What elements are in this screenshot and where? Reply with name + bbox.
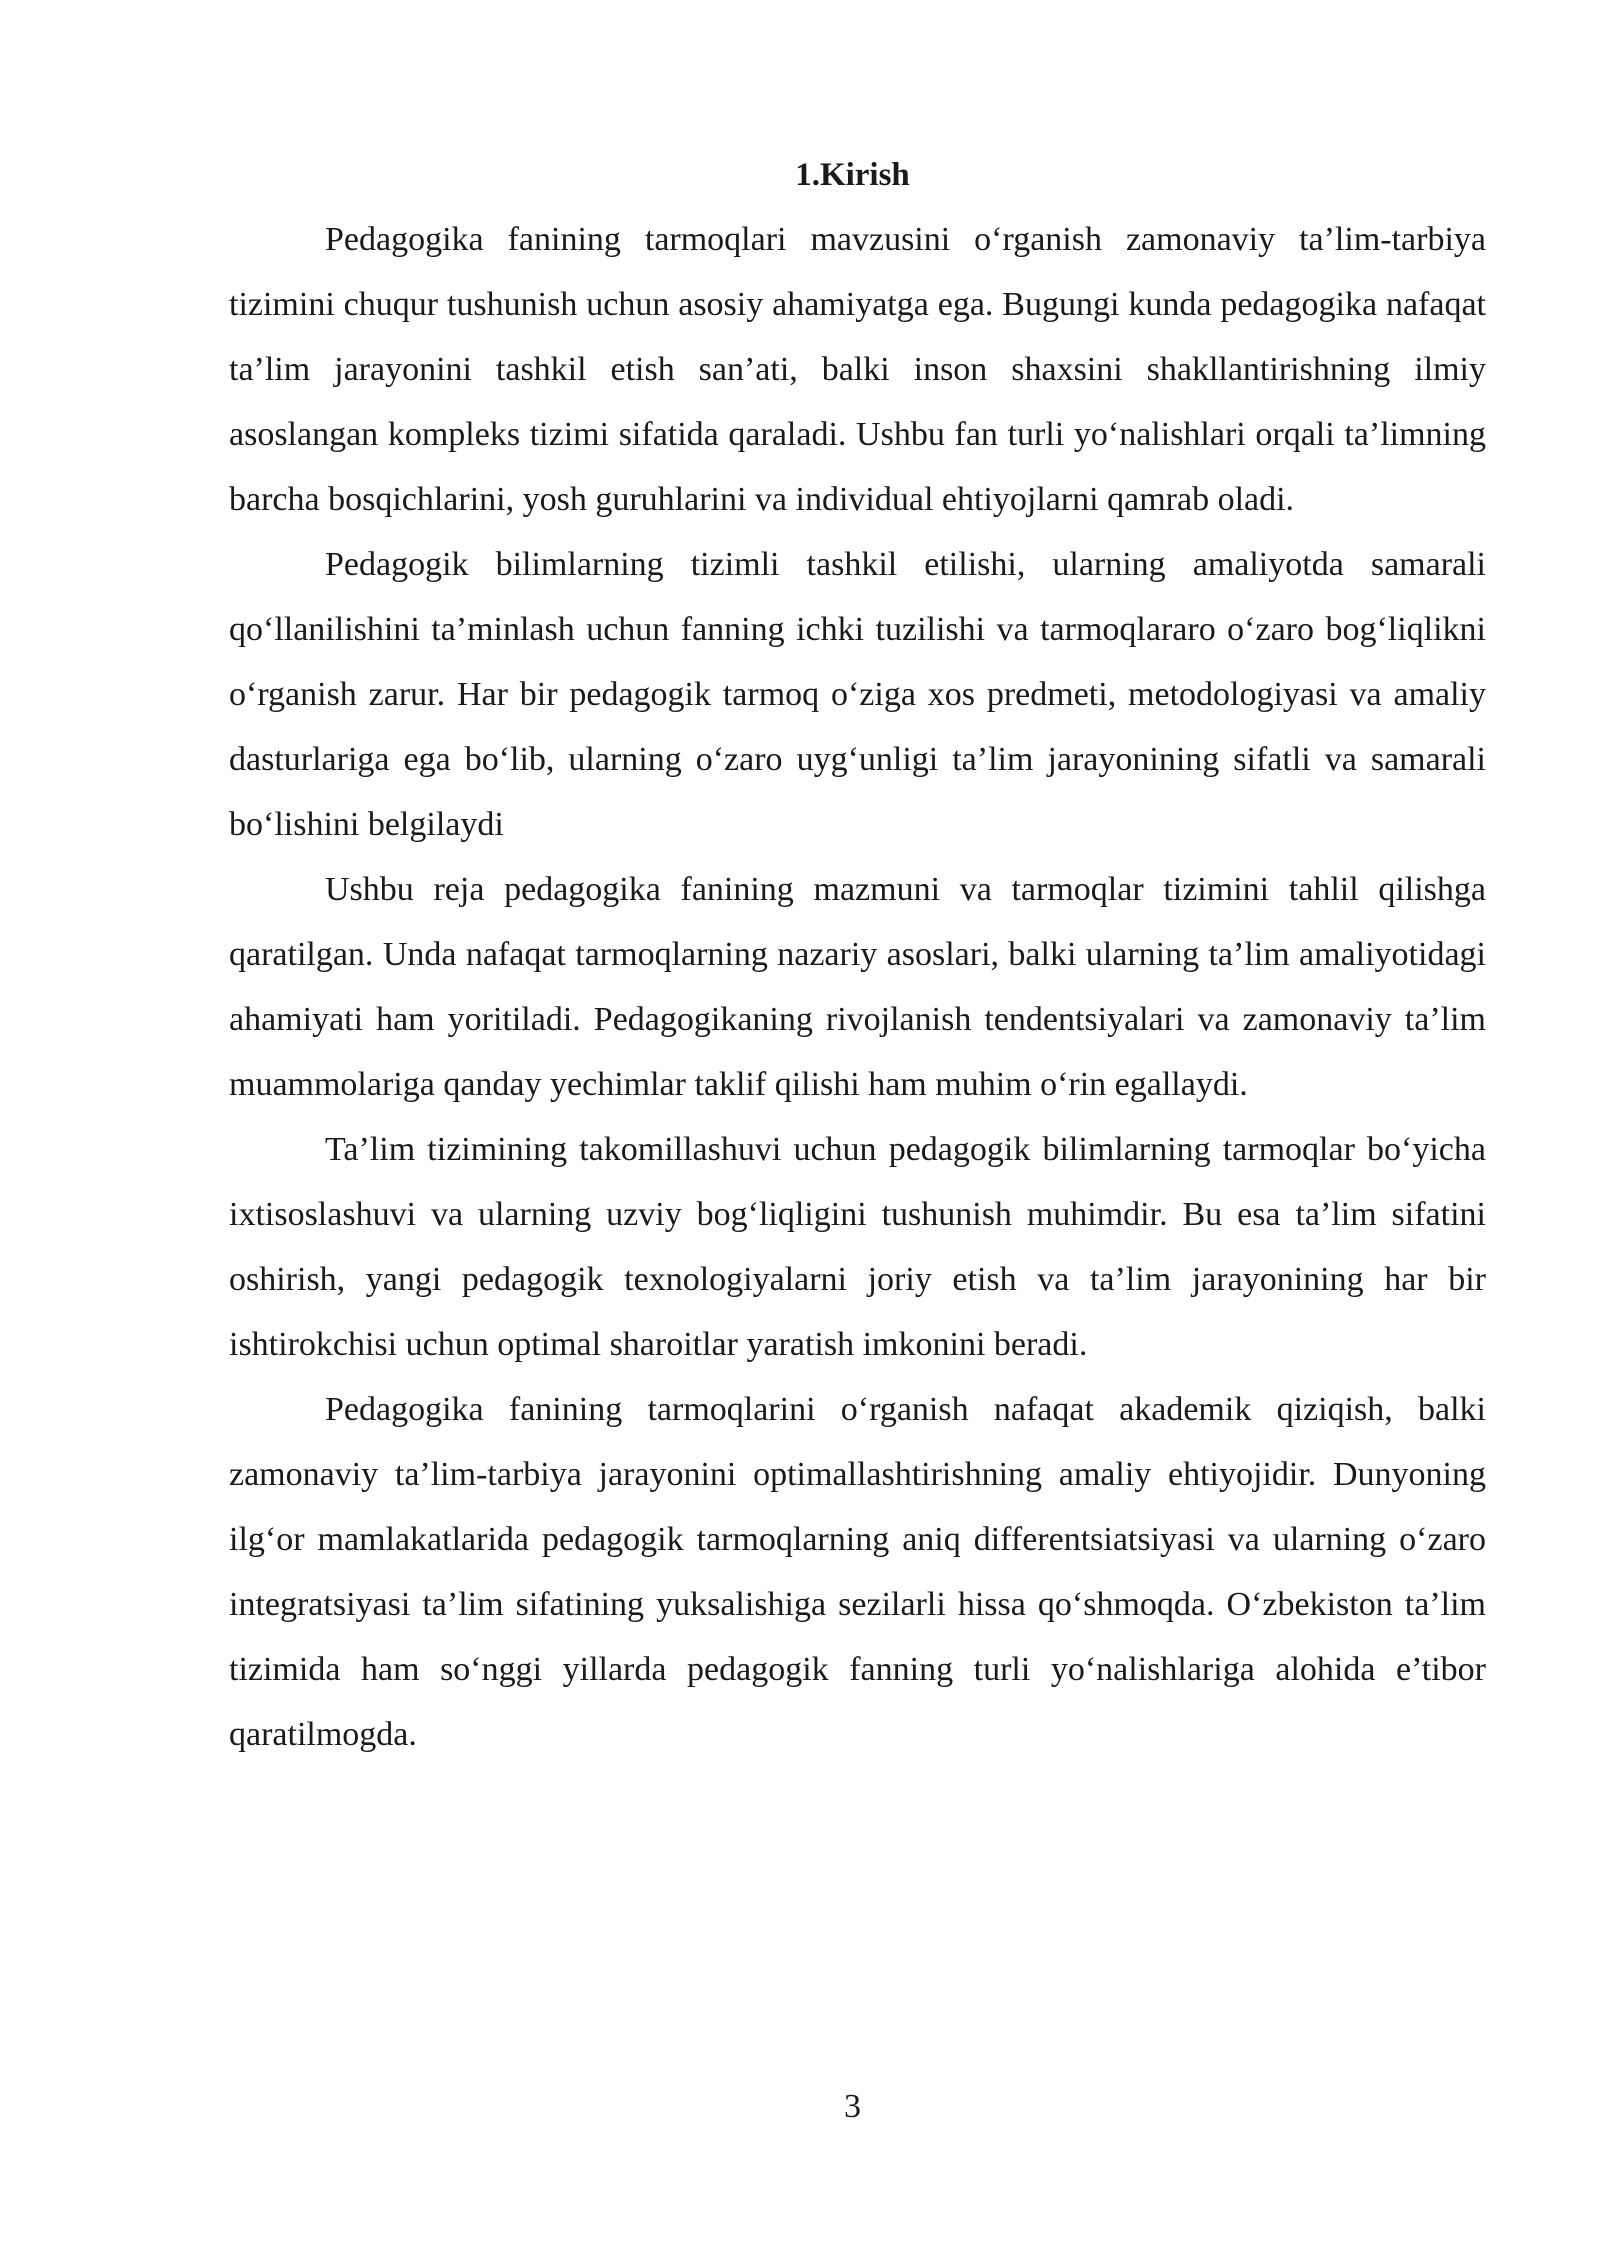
paragraph-4: Ta’lim tizimining takomillashuvi uchun pedagogik bilimlarning tarmoqlar bo‘yicha ixtisoslashuvi va ularning uzviy bog‘liqligini tushunish muhimdir. Bu esa ta’lim sifatini oshirish, yangi pedagogik texnologiyalarni joriy etish va ta’lim jarayonining har bir ishtirokchisi uchun optimal sharoitlar yaratish imkonini beradi. xyxy=(229,1131,1486,1363)
paragraph-2: Pedagogik bilimlarning tizimli tashkil etilishi, ularning amaliyotda samarali qo‘llanilishini ta’minlash uchun fanning ichki tuzilishi va tarmoqlararo o‘zaro bog‘liqlikni o‘rganish zarur. Har bir pedagogik tarmoq o‘ziga xos predmeti, metodologiyasi va amaliy dasturlariga ega bo‘lib, ularning o‘zaro uyg‘unligi ta’lim jarayonining sifatli va samarali bo‘lishini belgilaydi xyxy=(229,546,1486,843)
paragraph-5: Pedagogika fanining tarmoqlarini o‘rganish nafaqat akademik qiziqish, balki zamonaviy ta’lim-tarbiya jarayonini optimallashtirishning amaliy ehtiyojidir. Dunyoning ilg‘or mamlakatlarida pedagogik tarmoqlarning aniq differentsiatsiyasi va ularning o‘zaro integratsiyasi ta’lim sifatining yuksalishiga sezilarli hissa qo‘shmoqda. O‘zbekiston ta’lim tizimida ham so‘nggi yillarda pedagogik fanning turli yo‘nalishlariga alohida e’tibor qaratilmogda. xyxy=(229,1391,1486,1753)
section-heading: 1.Kirish xyxy=(795,157,910,193)
body-text xyxy=(229,207,1486,1767)
paragraph-1: Pedagogika fanining tarmoqlari mavzusini o‘rganish zamonaviy ta’lim-tarbiya tizimini chuqur tushunish uchun asosiy ahamiyatga ega. Bugungi kunda pedagogika nafaqat ta’lim jarayonini tashkil etish san’ati, balki inson shaxsini shakllantirishning ilmiy asoslangan kompleks tizimi sifatida qaraladi. Ushbu fan turli yo‘nalishlari orqali ta’limning barcha bosqichlarini, yosh guruhlarini va individual ehtiyojlarni qamrab oladi. xyxy=(229,221,1486,518)
paragraph-3: Ushbu reja pedagogika fanining mazmuni va tarmoqlar tizimini tahlil qilishga qaratilgan. Unda nafaqat tarmoqlarning nazariy asoslari, balki ularning ta’lim amaliyotidagi ahamiyati ham yoritiladi. Pedagogikaning rivojlanish tendentsiyalari va zamonaviy ta’lim muammolariga qanday yechimlar taklif qilishi ham muhim o‘rin egallaydi. xyxy=(229,871,1486,1103)
page-number: 3 xyxy=(844,2088,861,2125)
